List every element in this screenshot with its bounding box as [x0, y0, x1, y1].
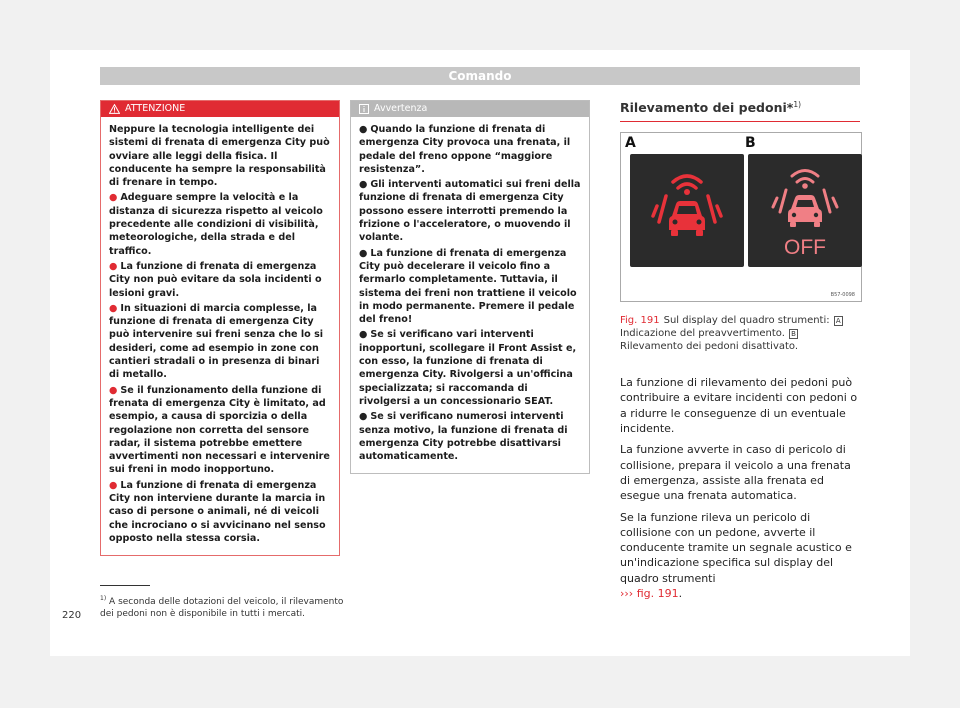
figure-caption: Fig. 191 Sul display del quadro strumenti: A Indicazione del preavvertimento. B Rilevamento dei pedoni disattivato. — [620, 315, 841, 353]
note-box — [350, 100, 590, 474]
bullet-icon: ● — [359, 329, 368, 341]
section-title: Rilevamento dei pedoni*$^{1)}$ — [620, 100, 860, 122]
figure-191 — [620, 132, 862, 302]
warning-title: ATTENZIONE — [125, 103, 186, 114]
display-panel-b — [748, 154, 862, 267]
note-bullet: ● Se si verificano vari interventi inopportuni, scollegare il Front Assist e, con esso, la funzione di frenata di emergenza City. Rivolgersi a un'officina specializzata; si raccomanda di rivolgersi a un concessionario SEAT. — [359, 329, 577, 407]
paragraph: Se la funzione rileva un pericolo di collisione con un pedone, avverte il conducente tramite un segnale acustico e un'indicazione specifica sul display del quadro strumenti ››› fig. 191. — [620, 510, 852, 601]
badge-a: A — [835, 317, 841, 326]
note-title: Avvertenza — [374, 103, 428, 114]
off-label: OFF — [784, 236, 826, 260]
warning-body — [101, 117, 339, 555]
page-header: Comando — [100, 67, 860, 85]
warning-bullet: ● Se il funzionamento della funzione di frenata di emergenza City è limitato, ad esempio, a causa di sporcizia o della regolazione non corretta del sensore radar, il sistema potrebbe emettere avvertimenti non necessari e intervenire sui freni in modo inopportuno. — [109, 384, 330, 476]
badge-b: B — [791, 330, 796, 339]
warning-header — [101, 101, 339, 117]
warning-bullet: ● La funzione di frenata di emergenza City non può evitare da sola incidenti o lesioni gravi. — [109, 260, 322, 299]
figure-code: B57-0098 — [830, 292, 855, 299]
figure-label-a: A — [625, 135, 636, 152]
display-panel-a — [630, 154, 744, 267]
paragraph: La funzione di rilevamento dei pedoni può contribuire a evitare incidenti con pedoni o a ridurre le conseguenze di un eventuale incidente. — [620, 376, 858, 436]
note-bullet: ● Se si verificano numerosi interventi senza motivo, la funzione di frenata di emergenza City potrebbe disattivarsi automaticamente. — [359, 411, 568, 463]
note-bullet: ● Quando la funzione di frenata di emergenza City provoca una frenata, il pedale del freno oppone “maggiore resistenza”. — [359, 124, 571, 175]
paragraph: La funzione avverte in caso di pericolo di collisione, prepara il veicolo a una frenata di emergenza, assiste alla frenata ed esegue una frenata automatica. — [620, 443, 851, 503]
note-column — [350, 100, 590, 474]
info-icon — [359, 104, 369, 114]
bullet-icon: ● — [109, 302, 118, 314]
note-bullet: ● La funzione di frenata di emergenza City può decelerare il veicolo fino a fermarlo completamente. Tuttavia, il sistema dei freni non trattiene il veicolo in modo permanente. Premere il pedale del freno! — [359, 247, 577, 326]
bullet-icon: ● — [109, 479, 118, 491]
warning-bullet: ● In situazioni di marcia complesse, la funzione di frenata di emergenza City può intervenire sui freni senza che lo si desideri, come ad esempio in zone con cantieri stradali o in presenza di binari di metallo. — [109, 302, 324, 381]
figure-label-b: B — [745, 135, 756, 152]
note-bullet: ● Gli interventi automatici sui freni della funzione di frenata di emergenza City possono essere interrotti premendo la frizione o l'acceleratore, o muovendo il volante. — [359, 179, 581, 244]
figure-link[interactable]: fig. 191 — [636, 587, 679, 601]
footnote: $^{1)}$ A seconda delle dotazioni del veicolo, il rilevamento dei pedoni non è disponibile in tutti i mercati. — [100, 595, 344, 619]
ref-arrow: ››› — [620, 587, 634, 601]
section-column — [620, 100, 860, 607]
warning-box — [100, 100, 340, 556]
section-body — [620, 375, 860, 601]
page-number: 220 — [62, 610, 82, 621]
pedestrian-detection-off-icon — [748, 154, 862, 244]
footnote-mark: 1) — [793, 100, 802, 109]
warning-bullet: ● La funzione di frenata di emergenza City non interviene durante la marcia in caso di persone o animali, né di veicoli che incrociano o si avvicinano nel senso opposto nella stessa corsia. — [109, 479, 326, 544]
manual-page — [50, 50, 910, 656]
footnote-divider — [100, 585, 150, 586]
bullet-icon: ● — [359, 411, 368, 423]
warning-intro: Neppure la tecnologia intelligente dei sistemi di frenata di emergenza City può ovviare alle leggi della fisica. Il conducente ha sempre la responsabilità di frenare in tempo. — [109, 124, 330, 189]
figure-number: Fig. 191 — [620, 315, 660, 327]
warning-column — [100, 100, 340, 556]
note-header — [351, 101, 589, 117]
bullet-icon: ● — [109, 384, 118, 396]
pedestrian-warning-icon — [630, 154, 744, 267]
bullet-icon: ● — [359, 124, 368, 135]
warning-triangle-icon — [109, 104, 120, 114]
bullet-icon: ● — [359, 179, 368, 191]
bullet-icon: ● — [109, 260, 118, 272]
bullet-icon: ● — [359, 247, 368, 259]
bullet-icon: ● — [109, 192, 118, 204]
note-body — [351, 117, 589, 473]
warning-bullet: ● Adeguare sempre la velocità e la distanza di sicurezza rispetto al veicolo precedente alle condizioni di visibilità, meteorologiche, della strada e del traffico. — [109, 192, 323, 257]
